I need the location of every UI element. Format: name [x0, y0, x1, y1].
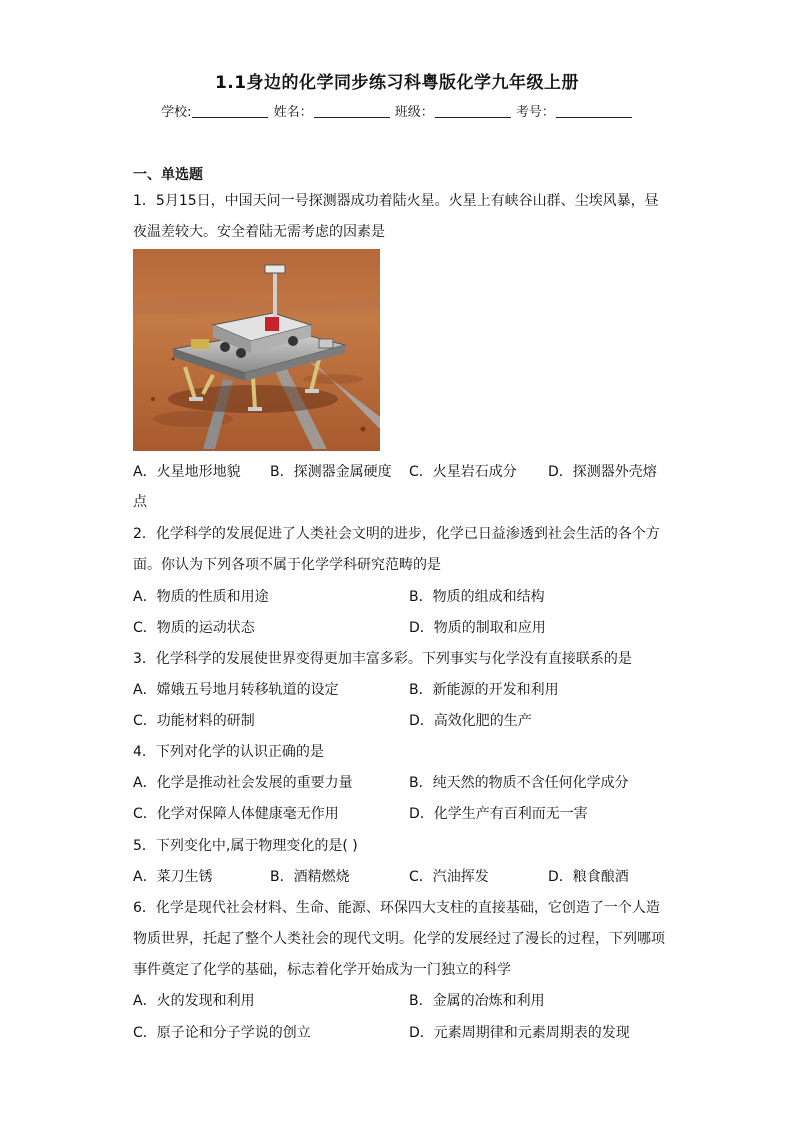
q4-option-a[interactable]: A．化学是推动社会发展的重要力量	[133, 775, 353, 791]
q2-option-b[interactable]: B．物质的组成和结构	[409, 589, 545, 605]
q5-option-b[interactable]: B．酒精燃烧	[270, 869, 350, 885]
q5-option-c[interactable]: C．汽油挥发	[409, 869, 489, 885]
q3-stem-line1: 3．化学科学的发展使世界变得更加丰富多彩。下列事实与化学没有直接联系的是	[133, 651, 632, 667]
q2-option-d[interactable]: D．物质的制取和应用	[409, 620, 546, 636]
mars-lander-illustration	[133, 249, 380, 451]
class-label: 班级：	[394, 105, 434, 120]
q6-option-a[interactable]: A．火的发现和利用	[133, 993, 255, 1009]
q1-option-c[interactable]: C．火星岩石成分	[409, 464, 517, 480]
q4-stem-line1: 4．下列对化学的认识正确的是	[133, 744, 324, 760]
q1-stem-line2: 夜温差较大。安全着陆无需考虑的因素是	[133, 224, 385, 240]
q1-option-d[interactable]: D．探测器外壳熔	[548, 464, 657, 480]
q4-option-d[interactable]: D．化学生产有百利而无一害	[409, 806, 588, 822]
q5-option-d[interactable]: D．粮食酿酒	[548, 869, 629, 885]
class-blank[interactable]	[435, 104, 511, 118]
q2-option-a[interactable]: A．物质的性质和用途	[133, 589, 269, 605]
q1-option-b[interactable]: B．探测器金属硬度	[270, 464, 392, 480]
q6-option-c[interactable]: C．原子论和分子学说的创立	[133, 1025, 311, 1041]
q2-stem-line2: 面。你认为下列各项不属于化学学科研究范畴的是	[133, 557, 441, 573]
student-info-line	[0, 101, 794, 120]
q3-option-a[interactable]: A．嫦娥五号地月转移轨道的设定	[133, 682, 339, 698]
q3-option-c[interactable]: C．功能材料的研制	[133, 713, 255, 729]
q5-option-a[interactable]: A．菜刀生锈	[133, 869, 213, 885]
school-label: 学校:	[161, 105, 192, 120]
q1-stem-line1: 1．5月15日，中国天问一号探测器成功着陆火星。火星上有峡谷山群、尘埃风暴，昼	[133, 193, 659, 209]
q4-option-b[interactable]: B．纯天然的物质不含任何化学成分	[409, 775, 629, 791]
q6-option-d[interactable]: D．元素周期律和元素周期表的发现	[409, 1025, 630, 1041]
section-heading: 一、单选题	[133, 167, 203, 183]
school-blank[interactable]	[192, 104, 268, 118]
q3-option-d[interactable]: D．高效化肥的生产	[409, 713, 532, 729]
q6-stem-line3: 事件奠定了化学的基础，标志着化学开始成为一门独立的科学	[133, 962, 511, 978]
q6-option-b[interactable]: B．金属的冶炼和利用	[409, 993, 545, 1009]
q1-option-d-continued: 点	[133, 494, 147, 510]
q1-option-a[interactable]: A．火星地形地貌	[133, 464, 241, 480]
number-blank[interactable]	[556, 104, 632, 118]
q4-option-c[interactable]: C．化学对保障人体健康毫无作用	[133, 806, 339, 822]
name-label: 姓名：	[273, 105, 313, 120]
q6-stem-line1: 6．化学是现代社会材料、生命、能源、环保四大支柱的直接基础，它创造了一个人造	[133, 900, 660, 916]
mars-lander-image	[133, 249, 380, 451]
q3-option-b[interactable]: B．新能源的开发和利用	[409, 682, 559, 698]
page-title: 1.1身边的化学同步练习科粤版化学九年级上册	[214, 73, 580, 93]
number-label: 考号：	[515, 105, 555, 120]
q6-stem-line2: 物质世界，托起了整个人类社会的现代文明。化学的发展经过了漫长的过程，下列哪项	[133, 931, 665, 947]
q2-stem-line1: 2．化学科学的发展促进了人类社会文明的进步，化学已日益渗透到社会生活的各个方	[133, 526, 660, 542]
q2-option-c[interactable]: C．物质的运动状态	[133, 620, 255, 636]
q5-stem-line1: 5．下列变化中,属于物理变化的是( )	[133, 838, 358, 854]
name-blank[interactable]	[314, 104, 390, 118]
